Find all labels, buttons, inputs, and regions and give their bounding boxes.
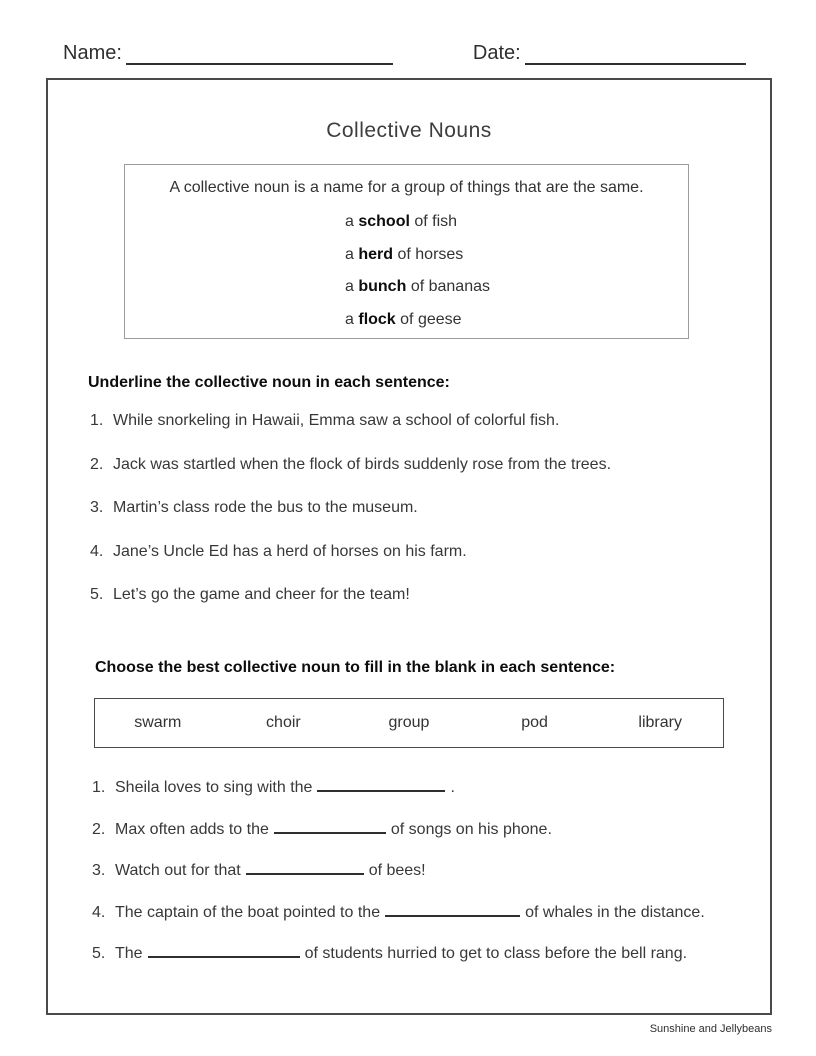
example-rest: of bananas [410,278,490,295]
item-text [115,903,705,923]
list-item [90,585,770,605]
example-rest: of horses [397,245,464,263]
list-item [92,903,770,923]
example-noun: herd [358,245,394,263]
name-write-line[interactable] [126,43,393,65]
example-rest: of fish [414,213,458,230]
list-item [90,411,770,431]
item-number: 5. [92,945,106,962]
item-text: Let’s go the game and cheer for the team! [113,586,410,603]
item-text: Jane’s Uncle Ed has a herd of horses on his farm. [113,542,467,560]
fill-blank[interactable] [274,820,386,834]
item-text: Jack was startled when the flock of birds suddenly rose from the trees. [113,455,612,473]
name-label: Name: [63,42,122,64]
underline-sentence-list [90,411,770,605]
example-row [345,310,688,330]
list-item [90,455,770,475]
list-item [90,542,770,562]
fill-sentence-list [92,778,770,964]
fill-blank[interactable] [385,903,520,917]
example-row [345,245,688,265]
item-text [115,778,455,798]
word-bank-item: library [638,714,682,731]
fill-section-heading: Choose the best collective noun to fill in the blank in each sentence: [95,659,616,676]
list-item [92,944,770,964]
list-item [92,820,770,840]
fill-blank[interactable] [317,778,445,792]
item-number: 2. [92,820,106,838]
item-number: 1. [90,412,104,429]
footer-credit: Sunshine and Jellybeans [649,1023,772,1035]
item-text-before: The captain of the boat pointed to the [115,903,381,921]
item-number: 3. [92,862,106,879]
date-write-line[interactable] [525,43,746,65]
item-text-before: Sheila loves to sing with the [115,779,313,796]
item-text: While snorkeling in Hawaii, Emma saw a school of colorful fish. [113,412,560,429]
definition-examples [345,212,688,329]
word-bank-item: group [388,714,430,731]
underline-section-heading: Underline the collective noun in each sentence: [88,374,450,391]
list-item [90,498,770,518]
item-text-after: of bees! [368,862,426,879]
example-noun: flock [358,310,396,328]
example-article: a [345,245,354,263]
definition-box [124,164,689,339]
page-title: Collective Nouns [326,119,492,142]
item-text-after: . [450,779,455,796]
word-bank-item: choir [266,714,301,731]
item-number: 5. [90,586,104,603]
item-text: Martin’s class rode the bus to the museum. [113,499,418,516]
example-noun: bunch [358,278,407,295]
list-item [92,861,770,881]
example-noun: school [358,213,410,230]
word-bank [94,698,724,748]
item-number: 1. [92,779,106,796]
item-text-before: Watch out for that [115,862,241,879]
example-rest: of geese [400,310,462,328]
list-item [92,778,770,798]
item-number: 3. [90,499,104,516]
definition-text: A collective noun is a name for a group of things that are the same. [169,179,644,196]
item-number: 4. [90,542,104,560]
item-text-after: of students hurried to get to class before the bell rang. [304,945,688,962]
worksheet-page [46,78,772,1015]
example-article: a [345,213,354,230]
item-number: 4. [92,903,106,921]
item-number: 2. [90,455,104,473]
word-bank-item: pod [521,714,548,731]
item-text [115,944,687,964]
example-article: a [345,310,354,328]
example-article: a [345,278,354,295]
word-bank-item: swarm [134,714,182,731]
item-text-after: of songs on his phone. [390,820,552,838]
item-text-before: The [115,945,143,962]
fill-blank[interactable] [148,944,300,958]
date-label: Date: [472,42,521,64]
example-row [345,277,688,297]
header-row [63,42,746,65]
fill-blank[interactable] [246,861,364,875]
item-text [115,861,426,881]
example-row [345,212,688,232]
item-text-before: Max often adds to the [115,820,269,838]
item-text [115,820,552,840]
item-text-after: of whales in the distance. [525,903,705,921]
